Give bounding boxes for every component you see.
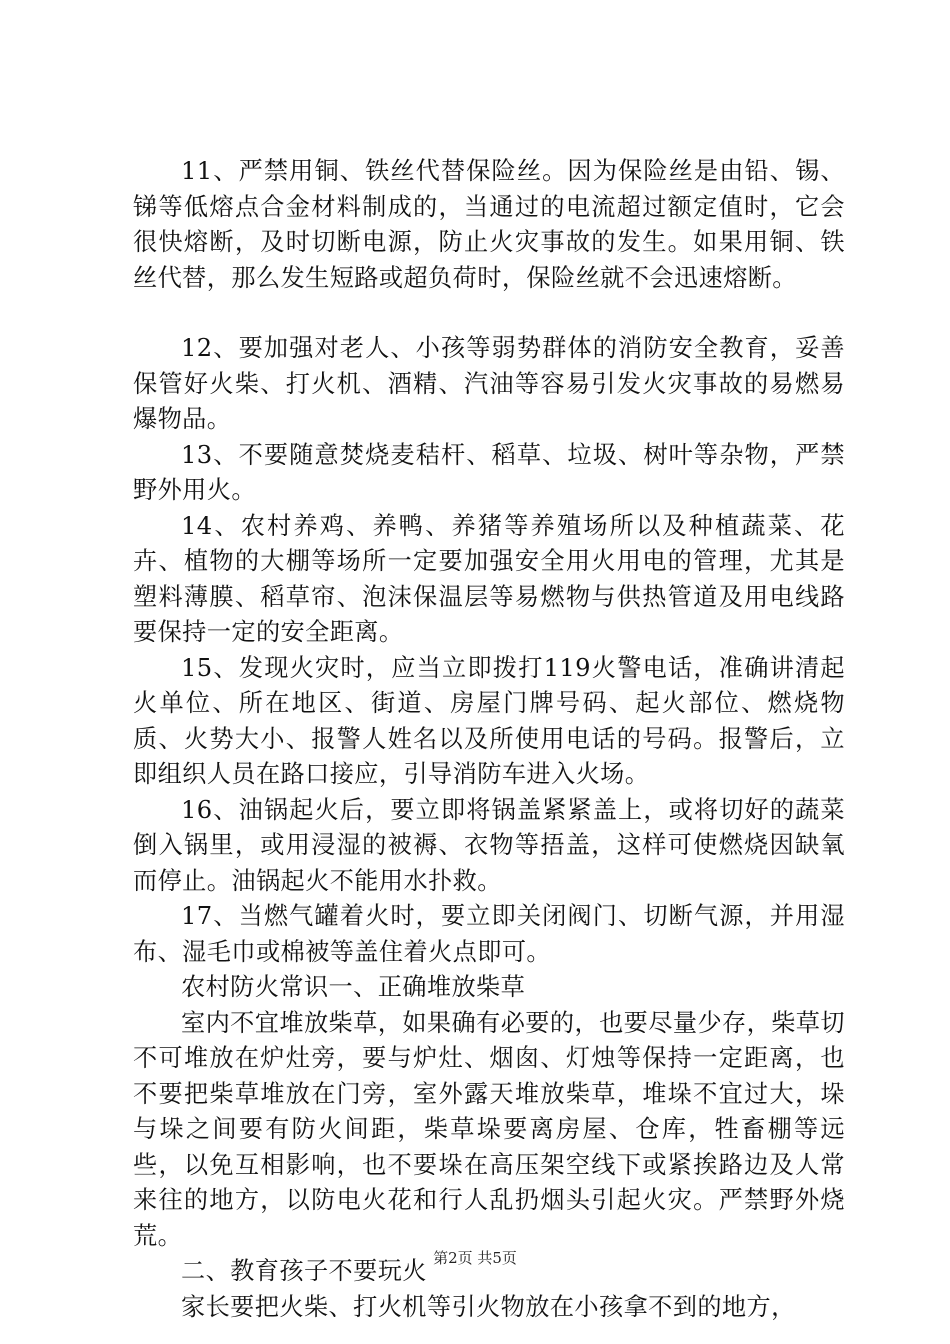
- paragraph-11: 11、严禁用铜、铁丝代替保险丝。因为保险丝是由铅、锡、锑等低熔点合金材料制成的，当通过的电流超过额定值时，它会很快熔断，及时切断电源，防止火灾事故的发生。如果用铜、铁丝代替，那么发生短路或超负荷时，保险丝就不会迅速熔断。: [133, 157, 845, 292]
- paragraph-14: 14、农村养鸡、养鸭、养猪等养殖场所以及种植蔬菜、花卉、植物的大棚等场所一定要加强安全用火用电的管理，尤其是塑料薄膜、稻草帘、泡沫保温层等易燃物与供热管道及用电线路要保持一定的安全距离。: [133, 511, 845, 646]
- paragraph-children: 家长要把火柴、打火机等引火物放在小孩拿不到的地方，: [181, 1292, 796, 1321]
- paragraph-16: 16、油锅起火后，要立即将锅盖紧紧盖上，或将切好的蔬菜倒入锅里，或用浸湿的被褥、衣物等捂盖，这样可使燃烧因缺氧而停止。油锅起火不能用水扑救。: [133, 795, 845, 895]
- document-body: [133, 154, 845, 1325]
- paragraph-12: 12、要加强对老人、小孩等弱势群体的消防安全教育，妥善保管好火柴、打火机、酒精、汽油等容易引发火灾事故的易燃易爆物品。: [133, 334, 845, 433]
- paragraph-15: 15、发现火灾时，应当立即拨打119火警电话，准确讲清起火单位、所在地区、街道、房屋门牌号码、起火部位、燃烧物质、火势大小、报警人姓名以及所使用电话的号码。报警后，立即组织人员在路口接应，引导消防车进入火场。: [133, 653, 845, 788]
- section-heading-2: 二、教育孩子不要玩火: [181, 1257, 427, 1285]
- paragraph-17: 17、当燃气罐着火时，要立即关闭阀门、切断气源，并用湿布、湿毛巾或棉被等盖住着火点即可。: [133, 902, 845, 966]
- paragraph-firewood: 室内不宜堆放柴草，如果确有必要的，也要尽量少存，柴草切不可堆放在炉灶旁，要与炉灶、烟囱、灯烛等保持一定距离，也不要把柴草堆放在门旁，室外露天堆放柴草，堆垛不宜过大，垛与垛之间要有防火间距，柴草垛要离房屋、仓库，牲畜棚等远些，以免互相影响，也不要垛在高压架空线下或紧挨路边及人常来往的地方，以防电火花和行人乱扔烟头引起火灾。严禁野外烧荒。: [133, 1008, 845, 1250]
- page-footer: 第2页 共5页: [433, 1249, 517, 1267]
- paragraph-gap: [133, 296, 845, 331]
- section-heading-1: 农村防火常识一、正确堆放柴草: [181, 973, 526, 1001]
- paragraph-13: 13、不要随意焚烧麦秸杆、稻草、垃圾、树叶等杂物，严禁野外用火。: [133, 440, 845, 504]
